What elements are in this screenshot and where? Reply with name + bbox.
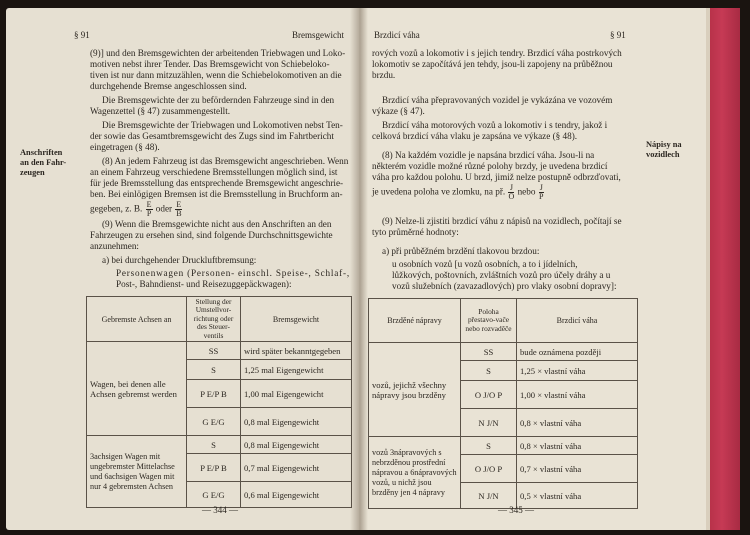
pos-cell: N J/N (461, 483, 517, 509)
text-line: Die Bremsgewichte der zu befördernden Fahrzeuge sind in den (102, 95, 335, 105)
left-running-title: Bremsgewicht (292, 30, 344, 40)
pos-cell: G E/G (187, 408, 241, 436)
pos-cell: O J/O P (461, 455, 517, 483)
text-line: a) bei durchgehender Druckluftbremsung: (102, 255, 257, 265)
col-header: Brzdicí váha (517, 299, 638, 343)
pos-cell: SS (461, 343, 517, 361)
pos-cell: P E/P B (187, 454, 241, 482)
pos-cell: S (187, 436, 241, 454)
pos-cell: O J/O P (461, 381, 517, 409)
text-line: celková brzdicí váha vlaku je zapsána ve výkaze (§ 48). (372, 131, 578, 141)
value-cell: 1,25 mal Eigengewicht (241, 360, 352, 380)
text-line: tyto průměrné hodnoty: (372, 227, 459, 237)
value-cell: bude oznámena později (517, 343, 638, 361)
pos-cell: N J/N (461, 409, 517, 437)
value-cell: 0,6 mal Eigengewicht (241, 482, 352, 508)
fraction-example-line: gegeben, z. B. $\frac{E}{P}$ oder $\frac{E}{B}$ (90, 200, 182, 218)
value-cell: 0,7 mal Eigengewicht (241, 454, 352, 482)
text-line: rových vozů a lokomotiv i s jejich tendry. Brzdicí váha postrkových (372, 48, 622, 58)
fraction-e-p: $\frac{E}{P}$ (146, 200, 152, 218)
text-line: motiven nebst ihrer Tender. Das Bremsgewicht von Schiebeloko- (90, 59, 330, 69)
value-cell: 1,25 × vlastní váha (517, 361, 638, 381)
text-line: (9)] und den Bremsgewichten der arbeitenden Triebwagen und Loko- (90, 48, 346, 58)
text-line: Personenwagen (Personen- einschl. Speise-, Schlaf-, (116, 268, 350, 278)
text-line: lokomotiv se započítává jen tehdy, jsou-li zapojeny na průběžnou (372, 59, 613, 69)
red-cover-edge (710, 8, 740, 530)
right-section-number: § 91 (610, 30, 626, 40)
text-line: Brzdicí váha motorových vozů a lokomotiv i s tendry, jakož i (382, 120, 608, 130)
value-cell: 0,5 × vlastní váha (517, 483, 638, 509)
row-group-label: vozů, jejichž všechny nápravy jsou brzděny (369, 343, 461, 437)
text-line: (9) Wenn die Bremsgewichte nicht aus den Anschriften an den (102, 219, 332, 229)
fraction-e-b: $\frac{E}{B}$ (176, 200, 182, 218)
row-group-label: 3achsigen Wagen mit ungebremster Mittelachse und 6achsigen Wagen mit nur 4 gebremsten Achsen (87, 436, 187, 508)
text-line: výkaze (§ 47). (372, 106, 425, 116)
pos-cell: P E/P B (187, 380, 241, 408)
text-line: vozů služebních (zavazadlových) pro vlaky osobní dopravy]: (392, 281, 617, 291)
value-cell: wird später bekanntgegeben (241, 342, 352, 360)
right-page-number: — 345 — (498, 505, 534, 515)
value-cell: 0,8 mal Eigengewicht (241, 436, 352, 454)
left-section-number: § 91 (74, 30, 90, 40)
text-line: váha pro každou polohu. U brzd, jimiž nelze postupně odbrzďovati, (372, 172, 621, 182)
text-line: Brzdicí váha přepravovaných vozidel je vykázána ve vozovém (382, 95, 613, 105)
col-header: Stellung der Umstellvor-richtung oder des Steuer-ventils (187, 297, 241, 342)
pos-cell: S (461, 361, 517, 381)
value-cell: 0,7 × vlastní váha (517, 455, 638, 483)
text-line: Wagenzettel (§ 47) zusammengestellt. (90, 106, 231, 116)
col-header: Gebremste Achsen an (87, 297, 187, 342)
col-header: Bremsgewicht (241, 297, 352, 342)
col-header: Poloha přestavo-vače nebo rozvaděče (461, 299, 517, 343)
fraction-example-line: je uvedena poloha ve zlomku, na př. $\frac{J}{O}$ nebo $\frac{J}{P}$ (372, 183, 544, 201)
text-line: (8) Na každém vozidle je napsána brzdicí váha. Jsou-li na (382, 150, 595, 160)
value-cell: 0,8 × vlastní váha (517, 437, 638, 455)
fraction-j-o: $\frac{J}{O}$ (508, 183, 515, 201)
col-header: Brzděné nápravy (369, 299, 461, 343)
value-cell: 1,00 × vlastní váha (517, 381, 638, 409)
text-line: Die Bremsgewichte der Triebwagen und Lokomotiven nebst Ten- (102, 120, 343, 130)
right-brake-table (368, 298, 638, 509)
text-line: některém vozidle možné různé polohy brzdy, je uvedena brzdicí (372, 161, 608, 171)
text-line: a) při průběžném brzdění tlakovou brzdou: (382, 246, 540, 256)
text-line: brzdu. (372, 70, 396, 80)
text-line: Post-, Bahndienst- und Reisezuggepäckwagen): (116, 279, 292, 289)
right-running-title: Brzdicí váha (374, 30, 420, 40)
left-brake-table (86, 296, 352, 508)
text-line: für jede Bremsstellung das entsprechende Bremsgewicht angeschrie- (90, 178, 344, 188)
fraction-j-p: $\frac{J}{P}$ (539, 183, 544, 201)
text-line: durchgehende Bremse angeschlossen sind. (90, 81, 247, 91)
row-group-label: vozů 3nápravových s nebrzděnou prostřední nápravou a 6nápravových vozů, u nichž jsou brzděny jen 4 nápravy (369, 437, 461, 509)
text-line: eingetragen (§ 48). (90, 142, 160, 152)
text-line: lůžkových, poštovních, zvláštních vozů pro účely dráhy a u (392, 270, 611, 280)
pos-cell: SS (187, 342, 241, 360)
right-page (358, 8, 710, 530)
text-line: an einem Fahrzeug verschiedene Bremsstellungen möglich sind, ist (90, 167, 338, 177)
text-line: ben. Bei einlögigen Bremsen ist die Bremsstellung in Bruchform an- (90, 189, 343, 199)
value-cell: 0,8 mal Eigengewicht (241, 408, 352, 436)
left-page (6, 8, 358, 530)
text-line: (9) Nelze-li zjistiti brzdicí váhu z nápisů na vozidlech, počítají se (382, 216, 622, 226)
value-cell: 1,00 mal Eigengewicht (241, 380, 352, 408)
book-spine-shadow (350, 8, 368, 530)
text-line: der sowie das Gesamtbremsgewicht des Zugs sind im Fahrtbericht (90, 131, 334, 141)
text-line: u osobních vozů [u vozů osobních, a to i jídelních, (392, 259, 578, 269)
right-margin-note: Nápisy na vozidlech (646, 140, 682, 159)
row-group-label: Wagen, bei denen alle Achsen gebremst werden (87, 342, 187, 436)
value-cell: 0,8 × vlastní váha (517, 409, 638, 437)
pos-cell: S (187, 360, 241, 380)
text-line: (8) An jedem Fahrzeug ist das Bremsgewicht angeschrieben. Wenn (102, 156, 349, 166)
text-line: anzunehmen: (90, 241, 139, 251)
pos-cell: S (461, 437, 517, 455)
text-line: Fahrzeugen zu ersehen sind, sind folgende Durchschnittsgewichte (90, 230, 333, 240)
left-margin-note: Anschriften an den Fahr- zeugen (20, 148, 67, 177)
pos-cell: G E/G (187, 482, 241, 508)
open-book (6, 8, 744, 530)
text-line: tiven ist nur dann mitzuzählen, wenn die Schiebelokomotiven an die (90, 70, 342, 80)
left-page-number: — 344 — (202, 505, 238, 515)
